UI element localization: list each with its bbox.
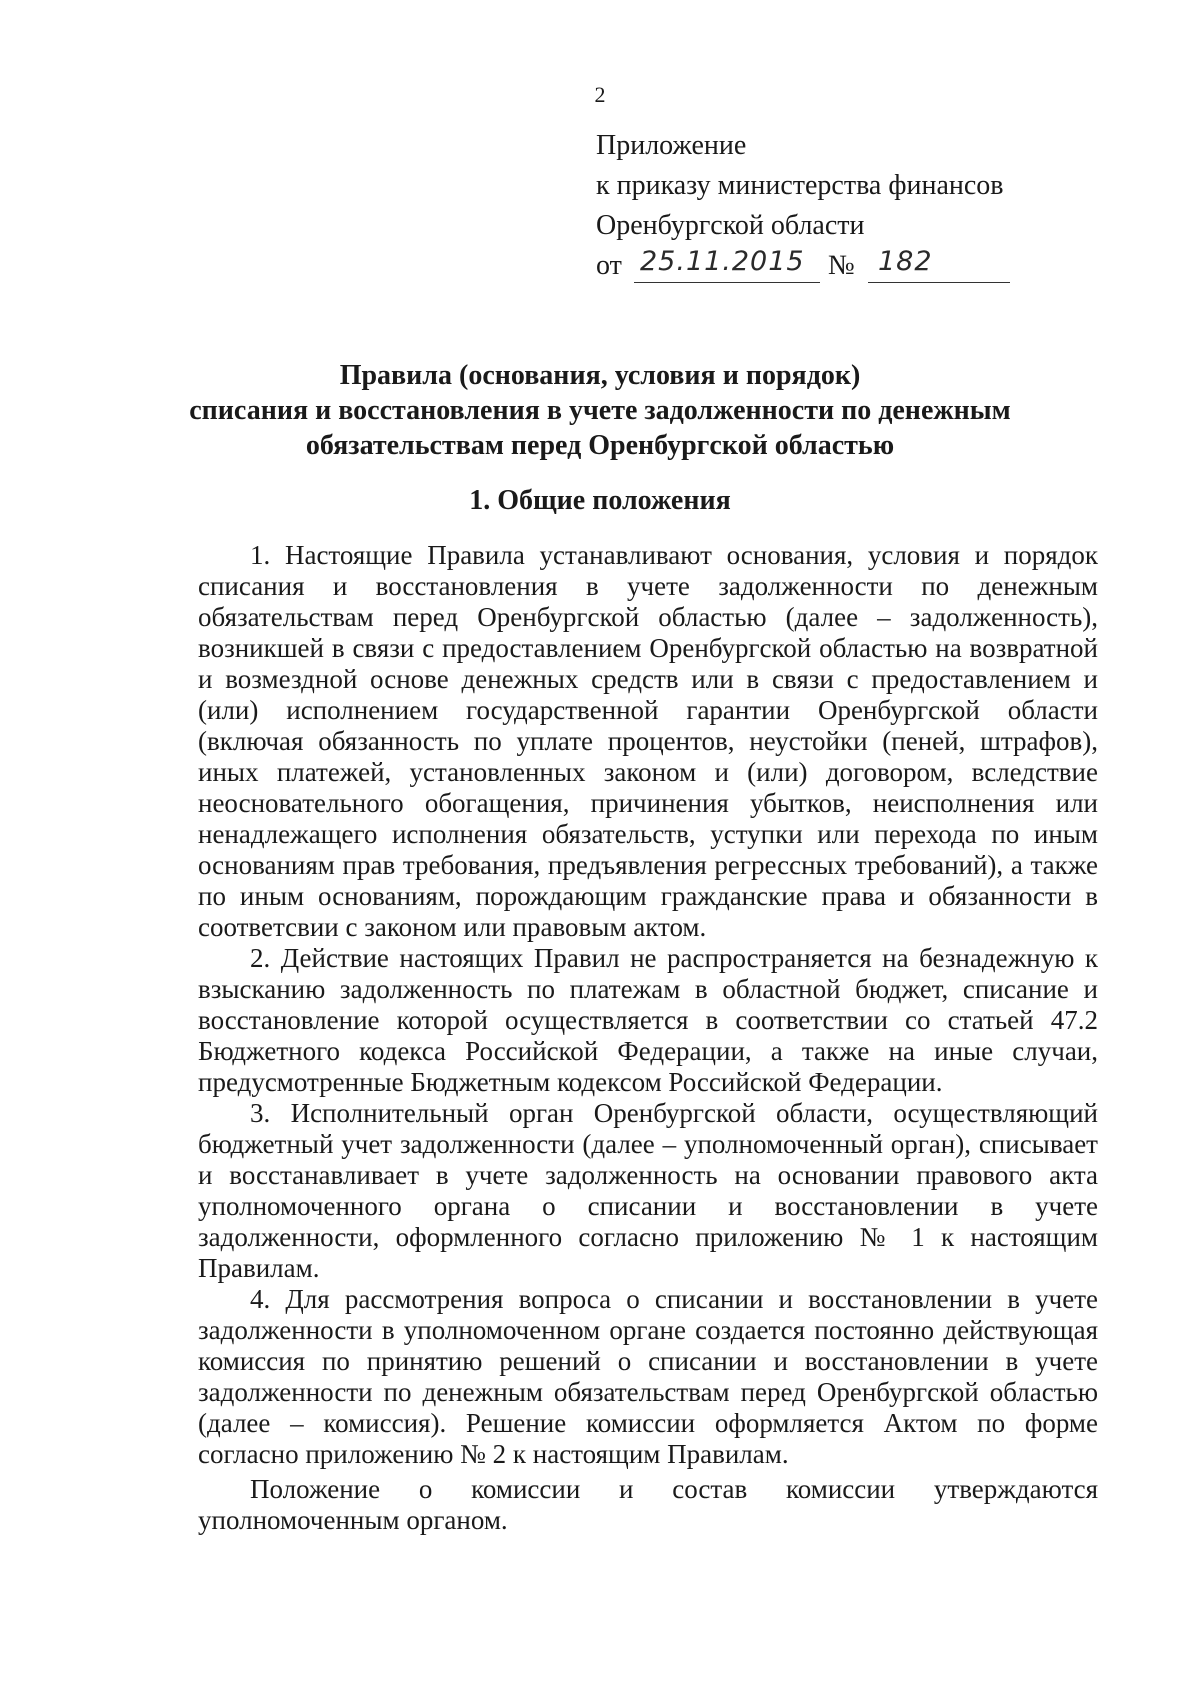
page-number: 2 (594, 82, 606, 107)
appendix-block (596, 126, 1116, 288)
date-label: от (596, 250, 622, 281)
title-line-1: Правила (основания, условия и порядок) (339, 360, 861, 391)
appendix-label: Приложение (596, 130, 747, 161)
appendix-order-ref: к приказу министерства финансов (596, 170, 1004, 201)
paragraph-2: 2. Действие настоящих Правил не распространяется на безнадежную к взысканию задолженность по платежам в областной бюджет, списание и восстановление которой осуществляется в соответствии со статьей 47.2 Бюджетного кодекса Российской Федерации, а также на иные случаи, предусмотренные Бюджетным кодексом Российской Федерации. (198, 943, 1098, 1097)
paragraph-5: Положение о комиссии и состав комиссии утверждаются уполномоченным органом. (198, 1474, 1098, 1535)
title-line-2: списания и восстановления в учете задолженности по денежным (189, 395, 1011, 426)
appendix-region: Оренбургской области (596, 210, 865, 241)
document-title (120, 358, 1080, 463)
date-underline (634, 282, 820, 283)
handwritten-number: 182 (878, 246, 933, 277)
paragraph-3: 3. Исполнительный орган Оренбургской области, осуществляющий бюджетный учет задолженности (далее – уполномоченный орган), списывает и восстанавливает в учете задолженность на основании правового акта уполномоченного органа о списании и восстановлении в учете задолженности, оформленного согласно приложению № 1 к настоящим Правилам. (198, 1098, 1098, 1283)
paragraph-4: 4. Для рассмотрения вопроса о списании и восстановлении в учете задолженности в уполномоченном органе создается постоянно действующая комиссия по принятию решений о списании и восстановлении в учете задолженности по денежным обязательствам перед Оренбургской областью (далее – комиссия). Решение комиссии оформляется Актом по форме согласно приложению № 2 к настоящим Правилам. (198, 1284, 1098, 1469)
paragraph-1: 1. Настоящие Правила устанавливают основания, условия и порядок списания и восстановления в учете задолженности по денежным обязательствам перед Оренбургской областью (далее – задолженность), возникшей в связи с предоставлением Оренбургской областью на возвратной и возмездной основе денежных средств или в связи с предоставлением и (или) исполнением государственной гарантии Оренбургской области (включая обязанность по уплате процентов, неустойки (пеней, штрафов), иных платежей, установленных законом и (или) договором, вследствие неосновательного обогащения, причинения убытков, неисполнения или ненадлежащего исполнения обязательств, уступки или перехода по иным основаниям прав требования, предъявления регрессных требований), а также по иным основаниям, порождающим гражданские права и обязанности в соответсвии с законом или правовым актом. (198, 540, 1098, 942)
title-line-3: обязательствам перед Оренбургской областью (305, 430, 895, 461)
appendix-date-number-line (596, 246, 1116, 288)
number-underline (868, 282, 1010, 283)
section-heading: 1. Общие положения (469, 485, 731, 516)
number-label: № (828, 250, 855, 281)
document-body (198, 540, 1098, 1536)
handwritten-date: 25.11.2015 (640, 246, 805, 277)
